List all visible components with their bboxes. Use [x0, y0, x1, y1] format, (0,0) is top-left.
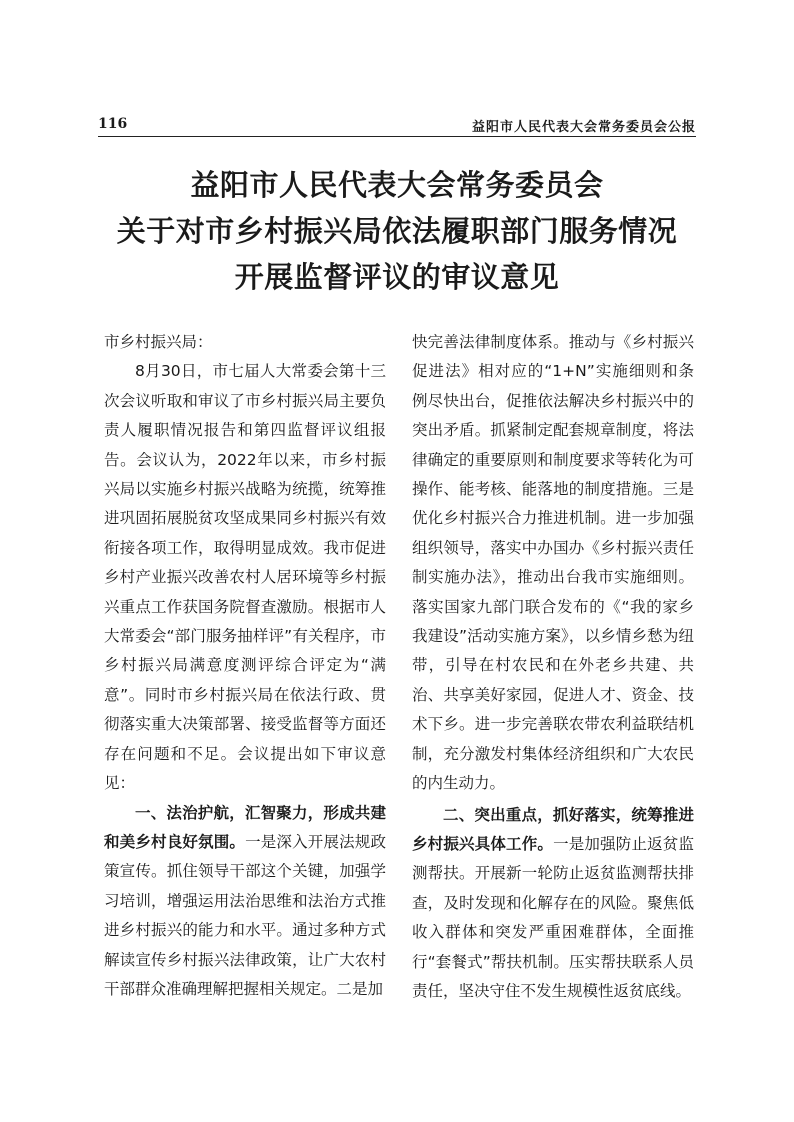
running-header: [98, 112, 696, 137]
left-column: [104, 328, 386, 1004]
section-1-heading: 一、法治护航，汇智聚力，形成共建和美乡村良好氛围。: [104, 803, 386, 851]
section-1-text: 一是深入开展法规政策宣传。抓住领导干部这个关键，加强学习培训，增强运用法治思维和法治方式推进乡村振兴的能力和水平。通过多种方式解读宣传乡村振兴法律政策，让广大农村干部群众准确理解把握相关规定。二是加: [104, 832, 386, 998]
section-2-text: 一是加强防止返贫监测帮扶。开展新一轮防止返贫监测帮扶排查，及时发现和化解存在的风险。聚焦低收入群体和突发严重困难群体，全面推行“套餐式”帮扶机制。压实帮扶联系人员责任，坚决守住不发生规模性返贫底线。: [412, 834, 694, 1000]
title-line-2: 关于对市乡村振兴局依法履职部门服务情况: [116, 214, 678, 248]
title-line-3: 开展监督评议的审议意见: [234, 260, 560, 294]
page-number: 116: [98, 116, 128, 132]
intro-paragraph: 8月30日，市七届人大常委会第十三次会议听取和审议了市乡村振兴局主要负责人履职情况报告和第四监督评议组报告。会议认为，2022年以来，市乡村振兴局以实施乡村振兴战略为统揽，统筹推进巩固拓展脱贫攻坚成果同乡村振兴有效衔接各项工作，取得明显成效。我市促进乡村产业振兴改善农村人居环境等乡村振兴重点工作获国务院督查激励。根据市人大常委会“部门服务抽样评”有关程序，市乡村振兴局满意度测评综合评定为“满意”。同时市乡村振兴局在依法行政、贯彻落实重大决策部署、接受监督等方面还存在问题和不足。会议提出如下审议意见：: [104, 362, 386, 793]
section-1-paragraph: [104, 799, 386, 1005]
right-column: [412, 328, 694, 1006]
title-line-1: 益阳市人民代表大会常务委员会: [190, 168, 604, 202]
journal-name: 益阳市人民代表大会常务委员会公报: [471, 120, 696, 135]
salutation: 市乡村振兴局：: [104, 333, 213, 351]
section-1-continuation: 快完善法律制度体系。推动与《乡村振兴促进法》相对应的“1+N”实施细则和条例尽快出台，促推依法解决乡村振兴中的突出矛盾。抓紧制定配套规章制度，将法律确定的重要原则和制度要求等转化为可操作、能考核、能落地的制度措施。三是优化乡村振兴合力推进机制。进一步加强组织领导，落实中办国办《乡村振兴责任制实施办法》，推动出台我市实施细则。落实国家九部门联合发布的《“我的家乡我建设”活动实施方案》，以乡情乡愁为纽带，引导在村农民和在外老乡共建、共治、共享美好家园，促进人才、资金、技术下乡。进一步完善联农带农利益联结机制，充分激发村集体经济组织和广大农民的内生动力。: [412, 333, 694, 793]
section-2-paragraph: [412, 801, 694, 1007]
section-2-heading: 二、突出重点，抓好落实，统筹推进乡村振兴具体工作。: [412, 805, 694, 853]
document-title: [98, 162, 696, 300]
